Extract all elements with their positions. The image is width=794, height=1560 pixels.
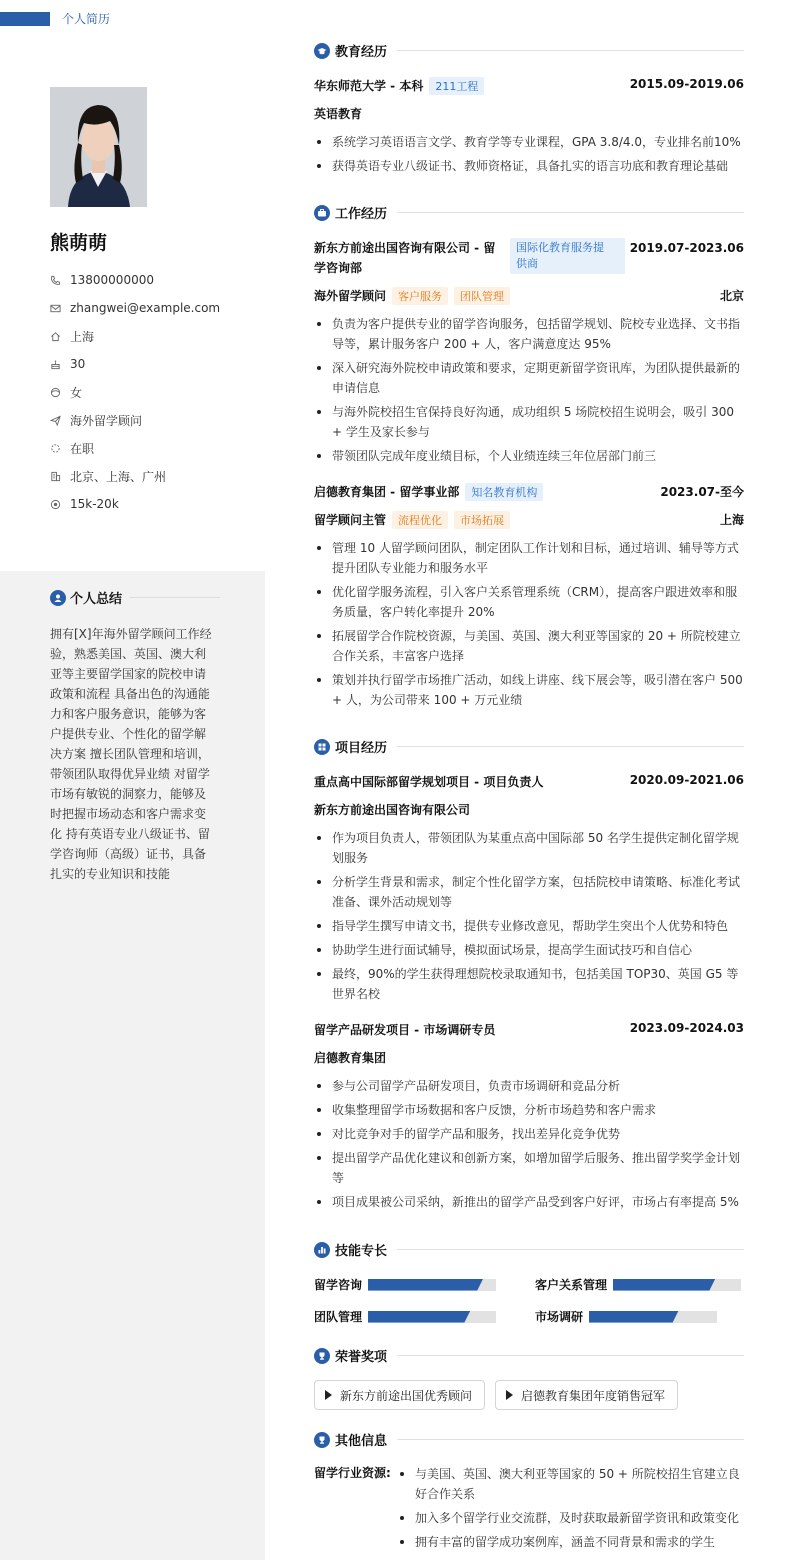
list-item: 管理 10 人留学顾问团队，制定团队工作计划和目标，通过培训、辅导等方式提升团队专业能力和服务水平 <box>314 538 744 578</box>
list-item: 项目成果被公司采纳，新推出的留学产品受到客户好评，市场占有率提高 5% <box>314 1192 744 1212</box>
skill-1-fill <box>368 1279 483 1291</box>
skill-3-bar <box>368 1311 496 1323</box>
skill-4-bar <box>589 1311 717 1323</box>
list-item: 收集整理留学市场数据和客户反馈，分析市场趋势和客户需求 <box>314 1100 744 1120</box>
info-location <box>50 322 260 350</box>
info-target-job <box>50 406 260 434</box>
info-phone <box>50 266 260 294</box>
work-header <box>314 203 744 222</box>
info-salary <box>50 490 260 518</box>
job-2-company: 启德教育集团 - 留学事业部 <box>314 485 460 499</box>
school-tag: 211工程 <box>429 77 484 95</box>
award-2 <box>495 1380 678 1410</box>
info-cities <box>50 462 260 490</box>
work-title: 工作经历 <box>335 207 388 222</box>
job-1-header-row <box>314 238 744 278</box>
user-icon <box>50 590 66 606</box>
skill-2-fill <box>613 1279 715 1291</box>
list-item: 最终，90%的学生获得理想院校录取通知书，包括美国 TOP30、英国 G5 等世界名校 <box>314 964 744 1004</box>
job-2-bullets <box>314 538 744 714</box>
list-item: 与海外院校招生官保持良好沟通，成功组织 5 场院校招生说明会，吸引 300 + 学生及家长参与 <box>314 402 744 442</box>
summary-title: 个人总结 <box>70 592 123 607</box>
info-icon <box>314 1432 330 1448</box>
project-2-bullets <box>314 1076 744 1216</box>
building-icon <box>50 471 70 482</box>
target-job-text: 海外留学顾问 <box>70 413 143 428</box>
status-text: 在职 <box>70 441 95 456</box>
project-2-org: 启德教育集团 <box>314 1051 387 1065</box>
skill-3 <box>314 1308 496 1325</box>
grid-icon <box>314 739 330 755</box>
job-1-date: 2019.07-2023.06 <box>629 241 744 255</box>
location-text: 上海 <box>70 329 95 344</box>
other-label: 留学行业资源: <box>314 1466 391 1480</box>
education-major-row <box>314 105 744 122</box>
projects-title: 项目经历 <box>335 741 388 756</box>
profile-photo <box>50 87 147 207</box>
age-text: 30 <box>70 357 86 371</box>
list-item: 策划并执行留学市场推广活动，如线上讲座、线下展会等，吸引潜在客户 500 + 人，为公司带来 100 + 万元业绩 <box>314 670 744 710</box>
skill-2-name: 客户关系管理 <box>535 1278 608 1292</box>
other-title: 其他信息 <box>335 1434 388 1449</box>
education-school-row <box>314 77 744 95</box>
list-item: 提出留学产品优化建议和创新方案，如增加留学后服务、推出留学奖学金计划等 <box>314 1148 744 1188</box>
job-1-tag-line-2: 供商 <box>516 257 538 270</box>
job-2-tag-process: 流程优化 <box>392 511 448 529</box>
brand-bar <box>0 12 50 26</box>
education-bullets <box>314 132 744 180</box>
info-email <box>50 294 260 322</box>
project-1-header-row <box>314 773 744 790</box>
job-1-company-line-1: 新东方前途出国咨询有限公司 - 留 <box>314 241 496 255</box>
list-item: 拥有丰富的留学成功案例库，涵盖不同背景和需求的学生 <box>397 1532 744 1552</box>
list-item: 对比竞争对手的留学产品和服务，找出差异化竞争优势 <box>314 1124 744 1144</box>
skill-1-bar <box>368 1279 496 1291</box>
school-name: 华东师范大学 - 本科 <box>314 79 424 93</box>
cake-icon <box>50 359 70 370</box>
project-2-name: 留学产品研发项目 - 市场调研专员 <box>314 1023 496 1037</box>
project-1-org: 新东方前途出国咨询有限公司 <box>314 803 471 817</box>
info-gender <box>50 378 260 406</box>
education-divider <box>397 50 744 51</box>
job-2-date: 2023.07-至今 <box>660 485 744 499</box>
job-1-tag-team: 团队管理 <box>454 287 510 305</box>
job-1-company <box>314 238 504 278</box>
list-item: 优化留学服务流程，引入客户关系管理系统（CRM），提高客户跟进效率和服务质量，客户转化率提升 20% <box>314 582 744 622</box>
skills-header <box>314 1240 744 1259</box>
skill-1-name: 留学咨询 <box>314 1278 363 1292</box>
list-item: 获得英语专业八级证书、教师资格证，具备扎实的语言功底和教育理论基础 <box>314 156 744 176</box>
play-icon <box>506 1390 513 1400</box>
send-icon <box>50 415 70 426</box>
job-1-position-row <box>314 287 744 305</box>
project-2-date: 2023.09-2024.03 <box>629 1021 744 1035</box>
project-2-header-row <box>314 1021 744 1038</box>
projects-header <box>314 737 744 756</box>
job-2-position: 留学顾问主管 <box>314 513 387 527</box>
other-bullets <box>397 1464 744 1556</box>
award-2-text: 启德教育集团年度销售冠军 <box>521 1388 666 1403</box>
list-item: 分析学生背景和需求，制定个性化留学方案，包括院校申请策略、标准化考试准备、课外活动规划等 <box>314 872 744 912</box>
job-2-tag-market: 市场拓展 <box>454 511 510 529</box>
project-2-org-row <box>314 1049 744 1066</box>
awards-header <box>314 1346 744 1365</box>
email-text: zhangwei@example.com <box>70 301 221 315</box>
skill-2 <box>535 1276 741 1293</box>
resume-brand: 个人简历 <box>62 12 111 26</box>
job-2-tag: 知名教育机构 <box>465 483 543 501</box>
skills-divider <box>397 1249 744 1250</box>
list-item: 带领团队完成年度业绩目标，个人业绩连续三年位居部门前三 <box>314 446 744 466</box>
job-1-position: 海外留学顾问 <box>314 289 387 303</box>
summary-header <box>50 588 220 607</box>
job-1-tag-service: 客户服务 <box>392 287 448 305</box>
skill-4-fill <box>589 1311 679 1323</box>
list-item: 加入多个留学行业交流群，及时获取最新留学资讯和政策变化 <box>397 1508 744 1528</box>
job-2-city: 上海 <box>719 513 744 527</box>
summary-text: 拥有[X]年海外留学顾问工作经验，熟悉美国、英国、澳大利亚等主要留学国家的院校申请政策和流程 具备出色的沟通能力和客户服务意识，能够为客户提供专业、个性化的留学解决方案 擅长团队管理和培训，带领团队取得优异业绩 对留学市场有敏锐的洞察力，能够及时把握市场动态和客户需求变化 持有英语专业八级证书、留学咨询师（高级）证书，具备扎实的专业知识和技能 <box>50 627 212 881</box>
job-2-position-row <box>314 511 744 529</box>
awards-title: 荣誉奖项 <box>335 1350 388 1365</box>
skill-3-name: 团队管理 <box>314 1310 363 1324</box>
job-1-bullets <box>314 314 744 470</box>
education-major: 英语教育 <box>314 107 363 121</box>
skill-1 <box>314 1276 496 1293</box>
gender-text: 女 <box>70 385 83 400</box>
job-1-tag <box>510 238 625 274</box>
phone-icon <box>50 275 70 286</box>
skill-3-fill <box>368 1311 470 1323</box>
job-2-header-row <box>314 483 744 501</box>
list-item: 指导学生撰写申请文书，提供专业修改意见，帮助学生突出个人优势和特色 <box>314 916 744 936</box>
projects-divider <box>397 746 744 747</box>
cities-text: 北京、上海、广州 <box>70 469 167 484</box>
info-age <box>50 350 260 378</box>
phone-text: 13800000000 <box>70 273 154 287</box>
list-item: 系统学习英语语言文学、教育学等专业课程，GPA 3.8/4.0，专业排名前10% <box>314 132 744 152</box>
gender-icon <box>50 387 70 398</box>
contact-info <box>50 266 260 518</box>
other-divider <box>397 1439 744 1440</box>
skill-4-name: 市场调研 <box>535 1310 584 1324</box>
other-header <box>314 1430 744 1449</box>
list-item: 与美国、英国、澳大利亚等国家的 50 + 所院校招生官建立良好合作关系 <box>397 1464 744 1504</box>
mail-icon <box>50 303 70 314</box>
skill-2-bar <box>613 1279 741 1291</box>
trophy-icon <box>314 1348 330 1364</box>
project-1-bullets <box>314 828 744 1008</box>
skill-4 <box>535 1308 717 1325</box>
list-item: 作为项目负责人，带领团队为某重点高中国际部 50 名学生提供定制化留学规划服务 <box>314 828 744 868</box>
work-divider <box>397 212 744 213</box>
job-1-company-line-2: 学咨询部 <box>314 261 363 275</box>
briefcase-icon <box>314 205 330 221</box>
project-1-name: 重点高中国际部留学规划项目 - 项目负责人 <box>314 775 544 789</box>
project-1-org-row <box>314 801 744 818</box>
home-icon <box>50 331 70 342</box>
education-date: 2015.09-2019.06 <box>629 77 744 91</box>
list-item: 负责为客户提供专业的留学咨询服务，包括留学规划、院校专业选择、文书指导等，累计服务客户 200 + 人，客户满意度达 95% <box>314 314 744 354</box>
list-item: 参与公司留学产品研发项目，负责市场调研和竞品分析 <box>314 1076 744 1096</box>
play-icon <box>325 1390 332 1400</box>
job-1-tag-line-1: 国际化教育服务提 <box>516 241 604 254</box>
info-status <box>50 434 260 462</box>
salary-icon <box>50 499 70 510</box>
list-item: 拓展留学合作院校资源，与美国、英国、澳大利亚等国家的 20 + 所院校建立合作关系，丰富客户选择 <box>314 626 744 666</box>
education-header <box>314 41 744 60</box>
profile-name: 熊萌萌 <box>50 232 108 254</box>
job-1-city: 北京 <box>719 289 744 303</box>
list-item: 深入研究海外院校申请政策和要求，定期更新留学资讯库，为团队提供最新的申请信息 <box>314 358 744 398</box>
graduation-cap-icon <box>314 43 330 59</box>
award-1-text: 新东方前途出国优秀顾问 <box>340 1388 473 1403</box>
salary-text: 15k-20k <box>70 497 119 511</box>
list-item: 协助学生进行面试辅导，模拟面试场景，提高学生面试技巧和自信心 <box>314 940 744 960</box>
project-1-date: 2020.09-2021.06 <box>629 773 744 787</box>
awards-divider <box>397 1355 744 1356</box>
status-icon <box>50 443 70 454</box>
education-title: 教育经历 <box>335 45 388 60</box>
award-1 <box>314 1380 485 1410</box>
skills-title: 技能专长 <box>335 1244 388 1259</box>
summary-divider <box>130 597 220 598</box>
bar-chart-icon <box>314 1242 330 1258</box>
